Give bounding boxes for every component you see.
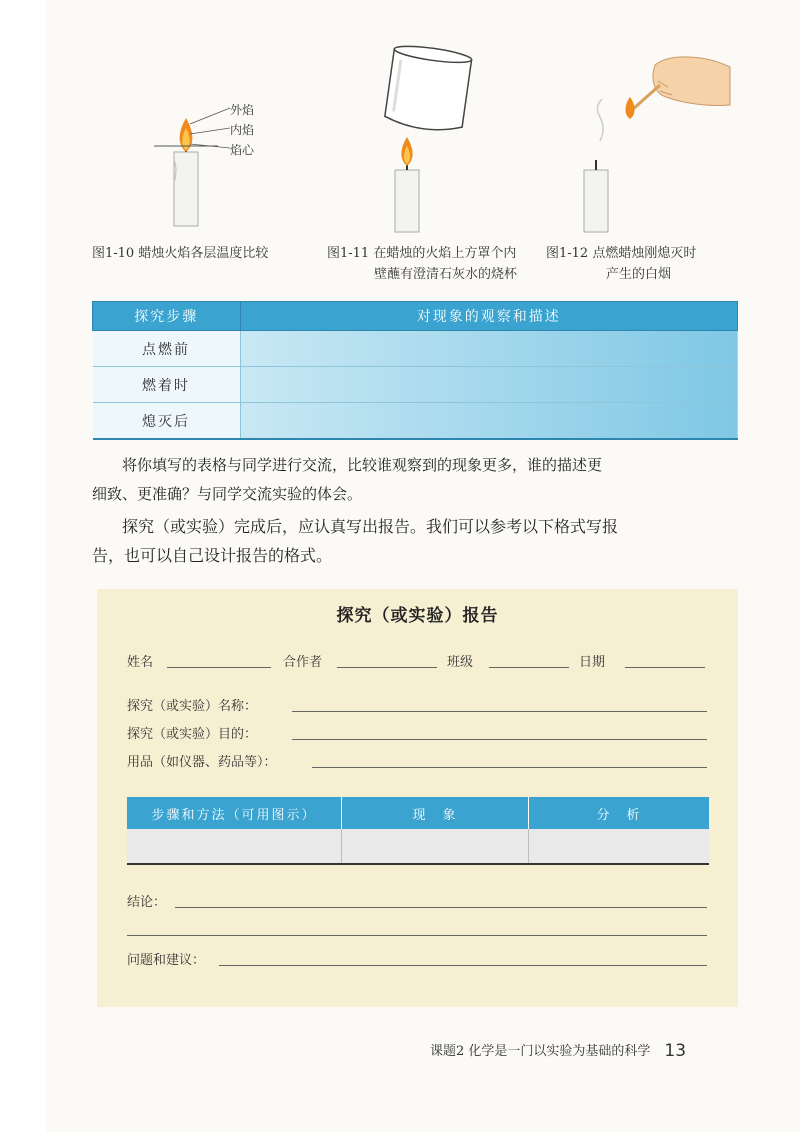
class-label: 班级 [447, 655, 474, 670]
label-flame-core: 焰心 [230, 143, 255, 157]
table-row [93, 403, 738, 440]
paragraph-line: 细致、更准确？与同学交流实验的体会。 [92, 485, 363, 503]
steps-cell[interactable] [127, 829, 342, 864]
header-analysis: 分 析 [529, 797, 710, 829]
observation-table-header [93, 302, 738, 331]
paragraph-line: 将你填写的表格与同学进行交流，比较谁观察到的现象更多，谁的描述更 [122, 456, 603, 474]
paragraph-share-results [92, 451, 742, 509]
date-label: 日期 [579, 655, 606, 670]
figure-relighting-candle-smoke [570, 45, 740, 235]
supplies-field[interactable] [312, 767, 707, 768]
caption-fig-1-11-line1: 图1-11 在蜡烛的火焰上方罩个内 [327, 246, 517, 261]
header-phenomenon: 现 象 [342, 797, 529, 829]
page-footer [430, 1040, 686, 1061]
table-row [93, 331, 738, 367]
analysis-cell[interactable] [529, 829, 710, 864]
label-outer-flame: 外焰 [230, 103, 255, 117]
figure-candle-flame-layers [150, 100, 250, 230]
partner-field[interactable] [337, 667, 437, 668]
paragraph-line: 告，也可以自己设计报告的格式。 [92, 546, 333, 565]
experiment-purpose-field[interactable] [292, 739, 707, 740]
experiment-name-label: 探究（或实验）名称： [127, 699, 258, 714]
figure-beaker-over-candle [375, 45, 495, 235]
observation-cell[interactable] [240, 331, 738, 367]
paragraph-write-report [92, 512, 742, 570]
questions-label: 问题和建议： [127, 953, 206, 968]
caption-fig-1-12-line1: 图1-12 点燃蜡烛刚熄灭时 [546, 246, 697, 261]
label-inner-flame: 内焰 [230, 123, 255, 137]
date-field[interactable] [625, 667, 705, 668]
caption-fig-1-12 [546, 243, 696, 285]
caption-fig-1-10: 图1-10 蜡烛火焰各层温度比较 [92, 246, 269, 261]
observation-table [92, 301, 738, 440]
name-label: 姓名 [127, 655, 154, 670]
caption-fig-1-11 [327, 243, 517, 285]
header-steps-methods: 步骤和方法（可用图示） [127, 797, 342, 829]
step-while-burning: 燃着时 [93, 367, 241, 403]
conclusion-label: 结论： [127, 895, 167, 910]
table-row [93, 367, 738, 403]
report-table-header [127, 797, 709, 829]
header-step: 探究步骤 [93, 302, 241, 331]
paragraph-line: 探究（或实验）完成后，应认真写出报告。我们可以参考以下格式写报 [122, 517, 619, 536]
experiment-purpose-label: 探究（或实验）目的： [127, 727, 258, 742]
page-margin [0, 0, 46, 1132]
caption-fig-1-11-line2: 壁蘸有澄清石灰水的烧杯 [374, 267, 518, 282]
supplies-label: 用品（如仪器、药品等）： [127, 755, 277, 770]
observation-cell[interactable] [240, 367, 738, 403]
name-field[interactable] [167, 667, 271, 668]
report-title: 探究（或实验）报告 [336, 606, 499, 626]
step-after-extinguishing: 熄灭后 [93, 403, 241, 440]
header-observation: 对现象的观察和描述 [240, 302, 738, 331]
caption-fig-1-12-line2: 产生的白烟 [606, 267, 672, 282]
step-before-lighting: 点燃前 [93, 331, 241, 367]
observation-cell[interactable] [240, 403, 738, 440]
class-field[interactable] [489, 667, 569, 668]
experiment-name-field[interactable] [292, 711, 707, 712]
page-number: 13 [664, 1041, 687, 1061]
questions-field[interactable] [219, 965, 707, 966]
table-row [127, 829, 709, 864]
report-steps-table [127, 797, 709, 865]
conclusion-field-line2[interactable] [127, 935, 707, 936]
chapter-title: 课题2 化学是一门以实验为基础的科学 [430, 1044, 651, 1059]
report-template [97, 589, 738, 1007]
phenomenon-cell[interactable] [342, 829, 529, 864]
conclusion-field[interactable] [175, 907, 707, 908]
partner-label: 合作者 [283, 655, 323, 670]
